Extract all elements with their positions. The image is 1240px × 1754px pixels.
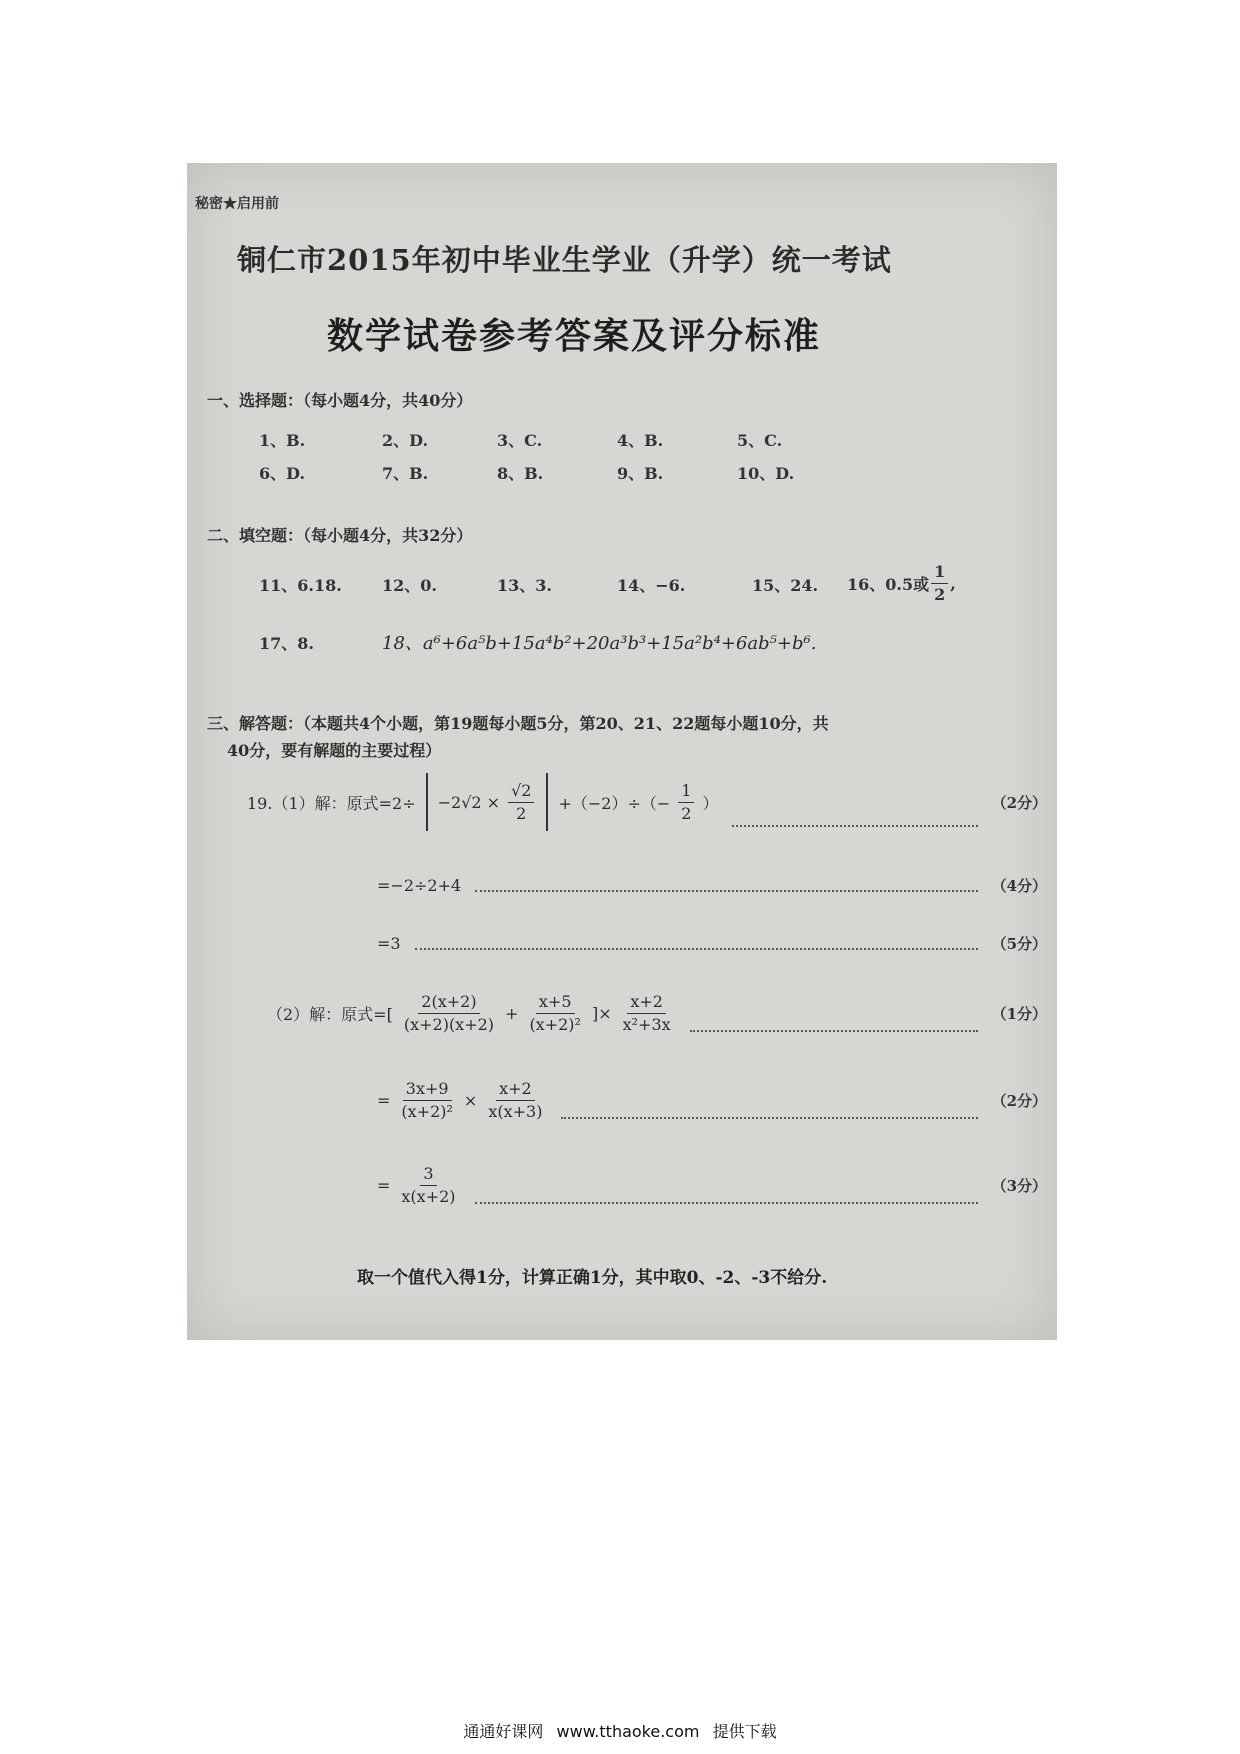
q16-fraction — [931, 561, 948, 606]
q19-2-score2: （2分） — [991, 1092, 1047, 1110]
exam-title: 铜仁市2015年初中毕业生学业（升学）统一考试 — [237, 243, 892, 277]
choice-answer-8: 8、B. — [497, 464, 544, 483]
q19-2-s2-frac2 — [485, 1078, 545, 1123]
footer-site-name: 通通好课网 — [463, 1722, 544, 1741]
q19-2-s2-frac1-num: 3x+9 — [403, 1078, 452, 1101]
q19-1-step2: =−2÷2+4 — [377, 876, 462, 895]
footer-suffix: 提供下载 — [712, 1722, 777, 1741]
q19-2-frac2 — [526, 991, 584, 1036]
q19-part2-step2: = $\frac{3x+9}{\text{(x+2)²}}$ × $\frac{x+2}{x(x+3)}$ （2分） — [377, 1079, 1047, 1121]
choice-answer-4: 4、B. — [617, 431, 664, 450]
q19-2-s2-frac2-den: x(x+3) — [488, 1102, 543, 1121]
q19-2-frac3 — [620, 991, 674, 1036]
q19-2-frac1-num: 2(x+2) — [418, 991, 479, 1014]
q16-prefix: 16、0.5或 — [847, 575, 930, 594]
q19-part2-step3: = $\frac{3}{x(x+2)}$ （3分） — [377, 1164, 1047, 1206]
q19-1-fraction — [508, 780, 534, 825]
section1-heading: 一、选择题：（每小题4分，共40分） — [207, 391, 473, 410]
q19-1-tail-frac-num: 1 — [678, 780, 694, 803]
section3-heading-line2: 40分，要有解题的主要过程） — [227, 741, 442, 760]
fill-answer-17: 17、8. — [259, 634, 314, 653]
choice-answer-6: 6、D. — [259, 464, 306, 483]
q19-2-score3: （3分） — [991, 1177, 1047, 1195]
q19-1-score1: （2分） — [991, 793, 1047, 812]
q19-2-label: （2）解：原式=[ — [267, 1005, 393, 1024]
fill-answer-18: 18、a⁶+6a⁵b+15a⁴b²+20a³b³+15a²b⁴+6ab⁵+b⁶. — [382, 633, 817, 654]
scanned-answer-sheet — [187, 163, 1057, 1340]
section3-heading-line1: 三、解答题：（本题共4个小题，第19题每小题5分，第20、21、22题每小题10分，共 — [207, 714, 829, 733]
q19-1-score3: （5分） — [991, 935, 1047, 953]
choice-answer-10: 10、D. — [737, 464, 795, 483]
leader-dots — [561, 1116, 977, 1119]
q19-2-s2-frac1-den: (x+2)² — [401, 1102, 453, 1121]
choice-answer-3: 3、C. — [497, 431, 543, 450]
q19-2-s2-frac2-num: x+2 — [496, 1078, 535, 1101]
q19-1-tail-close: ） — [702, 793, 719, 813]
leader-dots — [475, 1201, 978, 1204]
q19-1-tail-fraction — [678, 780, 694, 825]
choice-answer-2: 2、D. — [382, 431, 429, 450]
q19-2-frac1-den: (x+2)(x+2) — [403, 1015, 495, 1034]
q19-1-tail: +（−2）÷（− — [558, 793, 671, 813]
q19-1-tail-frac-den: 2 — [681, 803, 692, 823]
section2-heading: 二、填空题：（每小题4分，共32分） — [207, 526, 473, 545]
confidential-label: 秘密★启用前 — [195, 196, 279, 212]
fill-answer-15: 15、24. — [752, 576, 819, 595]
q19-2-s3-frac-num: 3 — [420, 1163, 436, 1186]
plus-sign: + — [505, 1004, 519, 1023]
q19-part1-step2 — [377, 875, 1047, 896]
q19-part1-step3 — [377, 933, 1047, 954]
q19-1-label: 19.（1）解：原式=2÷ — [247, 793, 416, 813]
q16-frac-den: 2 — [934, 585, 946, 604]
fill-answer-14: 14、−6. — [617, 576, 686, 595]
q19-2-s3-frac — [398, 1163, 458, 1208]
fill-answer-12: 12、0. — [382, 576, 437, 595]
abs-bar-right — [546, 773, 548, 831]
leader-dots — [415, 947, 978, 950]
times-sign: ]× — [591, 1004, 612, 1023]
q19-2-s3-frac-den: x(x+2) — [401, 1187, 456, 1206]
page-footer — [0, 1719, 1240, 1742]
q19-part1-step1 — [247, 773, 1047, 831]
fill-answer-11: 11、6.18. — [259, 576, 342, 595]
q19-1-frac-den: 2 — [516, 803, 527, 823]
choice-answer-5: 5、C. — [737, 431, 783, 450]
q19-2-s2-frac1 — [398, 1078, 456, 1123]
footer-url: www.tthaoke.com — [556, 1722, 700, 1741]
q19-1-mid: −2√2 × — [437, 792, 501, 812]
q19-part2-step1 — [267, 991, 1047, 1036]
q19-1-step3: =3 — [377, 934, 401, 953]
answer-key-title: 数学试卷参考答案及评分标准 — [327, 315, 822, 357]
q19-1-frac-num: √2 — [508, 780, 534, 803]
q19-2-frac1 — [401, 991, 497, 1036]
leader-dots — [732, 824, 977, 827]
q19-2-score1: （1分） — [991, 1005, 1047, 1023]
q16-frac-num: 1 — [931, 561, 948, 584]
abs-bar-left — [426, 773, 428, 831]
choice-answer-7: 7、B. — [382, 464, 429, 483]
leader-dots — [690, 1029, 978, 1032]
fill-answer-13: 13、3. — [497, 576, 552, 595]
choice-answer-9: 9、B. — [617, 464, 664, 483]
q19-1-score2: （4分） — [991, 877, 1047, 895]
q19-2-frac3-num: x+2 — [627, 991, 666, 1014]
grading-note: 取一个值代入得1分，计算正确1分，其中取0、-2、-3不给分. — [357, 1268, 828, 1288]
leader-dots — [475, 889, 977, 892]
q19-2-frac3-den: x²+3x — [622, 1015, 671, 1034]
fill-answer-16: 16、0.5或 $\frac{1}{2}$ , — [847, 562, 956, 604]
q19-2-frac2-num: x+5 — [536, 991, 575, 1014]
q19-2-frac2-den: (x+2)² — [529, 1015, 581, 1034]
choice-answer-1: 1、B. — [259, 431, 306, 450]
